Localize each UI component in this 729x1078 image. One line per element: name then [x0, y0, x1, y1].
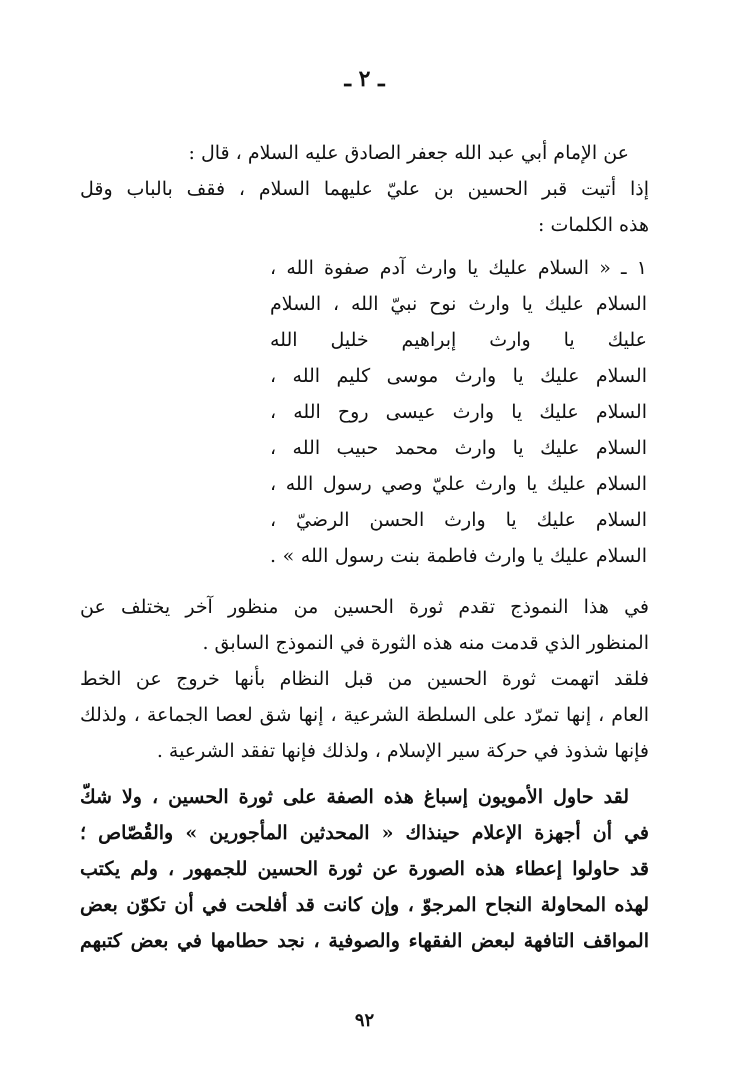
- commentary-line-4: العام ، إنها تمرّد على السلطة الشرعية ، إنها شق لعصا الجماعة ، ولذلك: [80, 704, 649, 726]
- ziyara-line-6: السلام عليك يا وارث محمد حبيب الله ،: [270, 437, 647, 459]
- analysis-line-3: قد حاولوا إعطاء هذه الصورة عن ثورة الحسين للجمهور ، ولم يكتب: [80, 858, 649, 880]
- page-number: ٩٢: [354, 1010, 375, 1031]
- ziyara-line-8: السلام عليك يا وارث الحسن الرضيّ ،: [270, 509, 647, 531]
- ziyara-line-7: السلام عليك يا وارث عليّ وصي رسول الله ،: [270, 473, 647, 495]
- ziyara-line-5: السلام عليك يا وارث عيسى روح الله ،: [270, 401, 647, 423]
- commentary-line-2: المنظور الذي قدمت منه هذه الثورة في النموذج السابق .: [202, 632, 649, 654]
- analysis-line-2: في أن أجهزة الإعلام حينذاك « المحدثين المأجورين » والقُصّاص ؛: [80, 822, 649, 844]
- analysis-line-1: لقد حاول الأمويون إسباغ هذه الصفة على ثورة الحسين ، ولا شكّ: [80, 786, 629, 808]
- intro-line-3: هذه الكلمات :: [538, 214, 649, 236]
- ziyara-line-9: السلام عليك يا وارث فاطمة بنت رسول الله » .: [270, 545, 647, 567]
- analysis-line-4: لهذه المحاولة النجاح المرجوّ ، وإن كانت قد أفلحت في أن تكوّن بعض: [80, 894, 649, 916]
- commentary-line-1: في هذا النموذج تقدم ثورة الحسين من منظور آخر يختلف عن: [80, 596, 649, 618]
- ziyara-line-3: عليك يا وارث إبراهيم خليل الله: [270, 329, 647, 351]
- commentary-line-5: فإنها شذوذ في حركة سير الإسلام ، ولذلك فإنها تفقد الشرعية .: [156, 740, 649, 762]
- intro-line-2: إذا أتيت قبر الحسين بن عليّ عليهما السلام ، فقف بالباب وقل: [80, 178, 649, 200]
- ziyara-line-1: ١ ـ « السلام عليك يا وارث آدم صفوة الله ،: [270, 257, 647, 279]
- page-marker: ـ ٢ ـ: [344, 66, 385, 92]
- analysis-line-5: المواقف التافهة لبعض الفقهاء والصوفية ، نجد حطامها في بعض كتبهم: [80, 930, 649, 952]
- ziyara-line-4: السلام عليك يا وارث موسى كليم الله ،: [270, 365, 647, 387]
- intro-line-1: عن الإمام أبي عبد الله جعفر الصادق عليه السلام ، قال :: [188, 142, 629, 164]
- commentary-line-3: فلقد اتهمت ثورة الحسين من قبل النظام بأنها خروج عن الخط: [80, 668, 649, 690]
- ziyara-line-2: السلام عليك يا وارث نوح نبيّ الله ، السلام: [270, 293, 647, 315]
